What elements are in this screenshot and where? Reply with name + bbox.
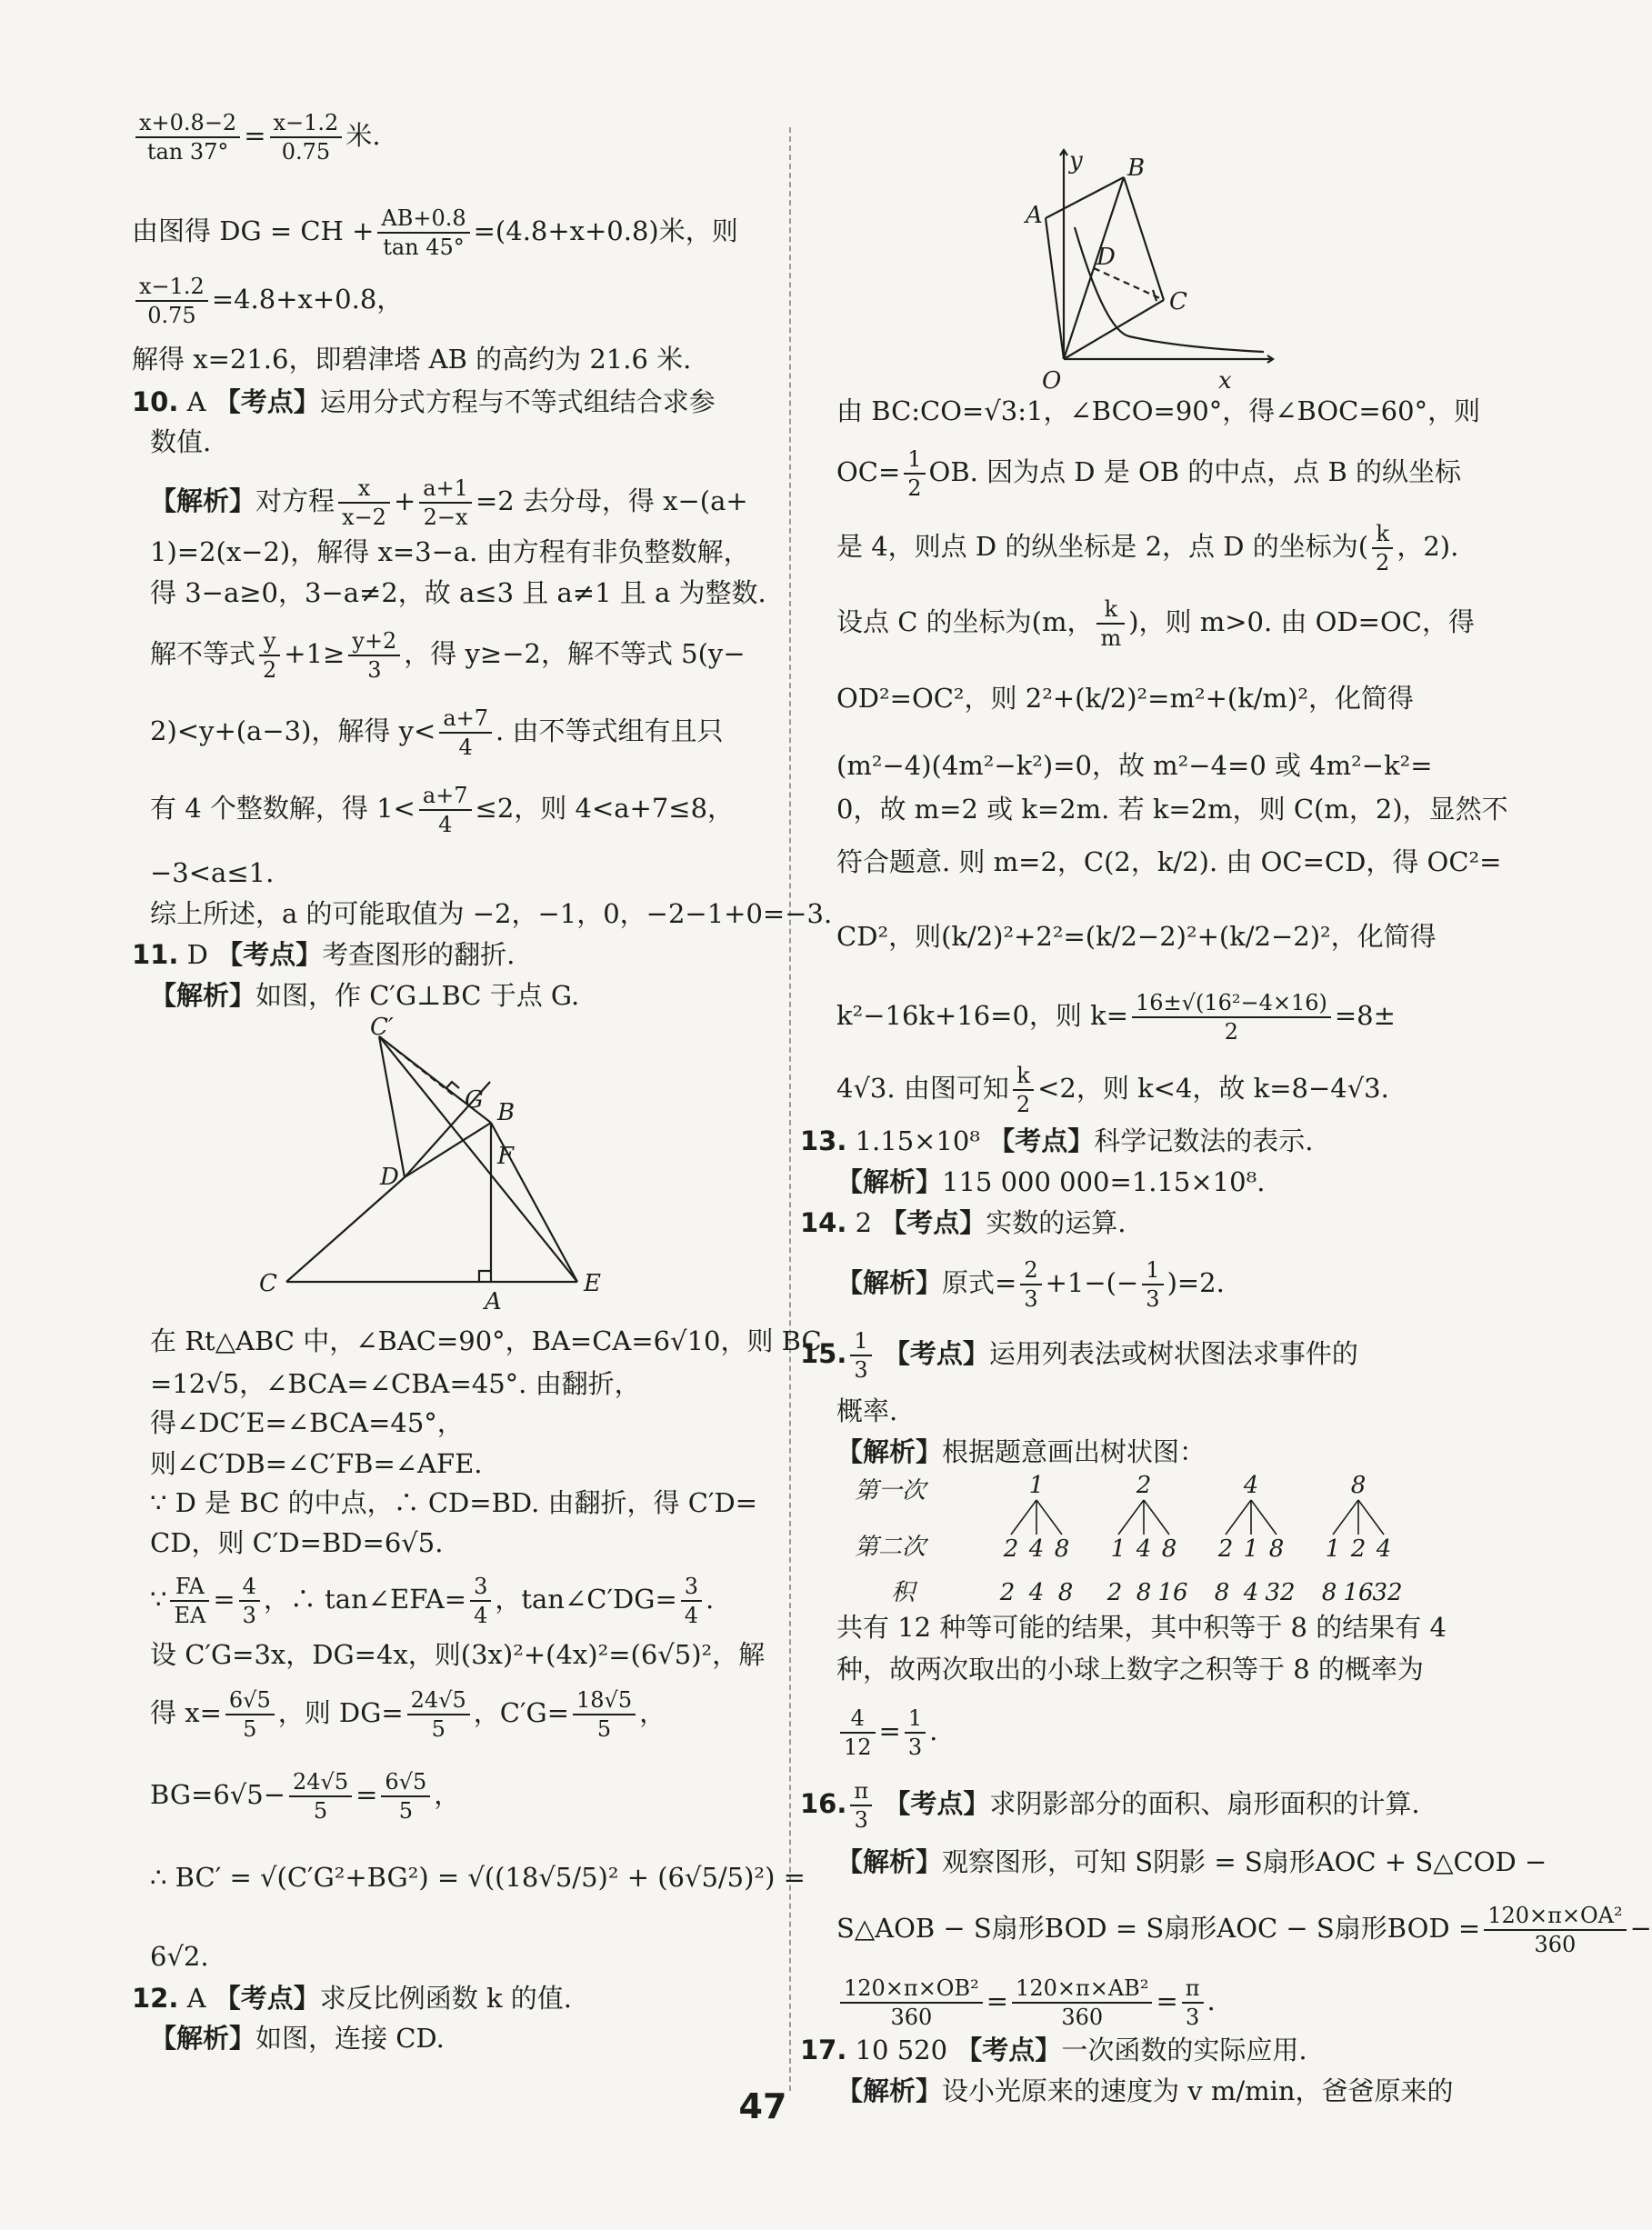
text-line: 设 C′G=3x，DG=4x，则(3x)²+(4x)²=(6√5)²，解: [150, 1639, 766, 1670]
tree-second-node: 4: [1028, 1535, 1045, 1563]
tree-second-node: 2: [1217, 1535, 1234, 1563]
formula-line: $\frac{x-1.2}{0.75}$ =4.8+x+0.8，: [132, 273, 403, 329]
text-line: 数值.: [150, 426, 212, 457]
question-11-header: 11. D 【考点】考查图形的翻折.: [132, 939, 516, 970]
tree-product: 8: [1136, 1579, 1152, 1606]
formula-line: 解不等式 $\frac{y}{2}$ +1≥ $\frac{y+2}{3}$ ，得 y≥−2，解不等式 5(y−: [150, 628, 746, 683]
tree-first-node: 4: [1243, 1472, 1259, 1499]
formula-line: 由图得 DG = CH + $\frac{AB+0.8}{\tan 45^\circ}$ =(4.8+x+0.8)米，则: [132, 205, 738, 260]
tree-product: 8: [1057, 1579, 1074, 1606]
question-15-header: 15. $\frac{1}{3}$ 【考点】运用列表法或树状图法求事件的: [800, 1328, 1358, 1383]
formula-line: OC= $\frac{1}{2}$ OB. 因为点 D 是 OB 的中点，点 B 的纵坐标: [836, 446, 1462, 501]
text-line: OD²=OC²，则 2²+(k/2)²=m²+(k/m)²，化简得: [836, 683, 1414, 714]
tree-second-node: 4: [1376, 1535, 1392, 1563]
label-A: A: [1026, 202, 1043, 229]
formula-line: $\frac{4}{12}$ = $\frac{1}{3}$ .: [836, 1705, 937, 1761]
tree-row-label: 积: [891, 1579, 916, 1606]
text-line: 【解析】如图，作 C′G⊥BC 于点 G.: [150, 980, 580, 1011]
tree-row-label: 第二次: [855, 1534, 926, 1561]
question-14-header: 14. 2 【考点】实数的运算.: [800, 1207, 1126, 1238]
text-line: CD，则 C′D=BD=6√5.: [150, 1527, 444, 1558]
label-x: x: [1218, 367, 1232, 395]
tree-second-node: 8: [1054, 1535, 1070, 1563]
text-line: 【解析】观察图形，可知 S阴影 = S扇形AOC + S△COD −: [836, 1846, 1547, 1877]
label-Cp: C′: [370, 1014, 394, 1041]
fold-triangle-figure: [259, 1014, 614, 1315]
tree-first-node: 1: [1028, 1472, 1045, 1499]
formula-line: BG=6√5− $\frac{24√5}{5}$ = $\frac{6√5}{5}$ ，: [150, 1769, 461, 1824]
formula-line: 设点 C 的坐标为(m， $\frac{k}{m}$ )，则 m>0. 由 OD=OC，得: [836, 596, 1475, 651]
formula-line: 2)<y+(a−3)，解得 y< $\frac{a+7}{4}$ . 由不等式组有且只: [150, 705, 724, 760]
tree-product: 32: [1372, 1579, 1403, 1606]
question-12-header: 12. A 【考点】求反比例函数 k 的值.: [132, 1983, 573, 2014]
text-line: 【解析】根据题意画出树状图：: [836, 1436, 1206, 1467]
label-A: A: [485, 1288, 502, 1315]
label-G: G: [465, 1086, 484, 1114]
text-line: 符合题意. 则 m=2，C(2，k/2). 由 OC=CD，得 OC²=: [836, 846, 1502, 877]
text-line: CD²，则(k/2)²+2²=(k/2−2)²+(k/2−2)²，化简得: [836, 921, 1437, 952]
text-line: 【解析】设小光原来的速度为 v m/min，爸爸原来的: [836, 2075, 1454, 2106]
text-line: 由 BC:CO=√3:1，∠BCO=90°，得∠BOC=60°，则: [836, 395, 1481, 426]
label-B: B: [1127, 155, 1146, 182]
tree-product: 16: [1343, 1579, 1374, 1606]
text-line: (m²−4)(4m²−k²)=0，故 m²−4=0 或 4m²−k²=: [836, 750, 1433, 781]
label-F: F: [497, 1143, 515, 1170]
question-16-header: 16. $\frac{\pi}{3}$ 【考点】求阴影部分的面积、扇形面积的计算.: [800, 1778, 1420, 1833]
tree-product: 8: [1321, 1579, 1337, 1606]
text-line: 解得 x=21.6，即碧津塔 AB 的高约为 21.6 米.: [132, 344, 692, 375]
tree-second-node: 2: [1350, 1535, 1367, 1563]
tree-second-node: 4: [1136, 1535, 1152, 1563]
tree-product: 32: [1265, 1579, 1296, 1606]
tree-second-node: 8: [1268, 1535, 1285, 1563]
inverse-function-figure: [1009, 141, 1282, 414]
text-line: 得 3−a≥0，3−a≠2，故 a≤3 且 a≠1 且 a 为整数.: [150, 577, 766, 608]
question-13-header: 13. 1.15×10⁸ 【考点】科学记数法的表示.: [800, 1125, 1314, 1156]
text-line: 【解析】115 000 000=1.15×10⁸.: [836, 1166, 1266, 1197]
label-C: C: [259, 1270, 277, 1297]
tree-product: 4: [1243, 1579, 1259, 1606]
label-C: C: [1169, 288, 1187, 315]
tree-second-node: 2: [1003, 1535, 1019, 1563]
formula-line: 【解析】原式= $\frac{2}{3}$ +1−(− $\frac{1}{3}$ )=2.: [836, 1257, 1225, 1312]
label-D: D: [1096, 244, 1116, 271]
tree-product: 2: [1106, 1579, 1123, 1606]
formula-line: 有 4 个整数解，得 1< $\frac{a+7}{4}$ ≤2，则 4<a+7≤8，: [150, 783, 735, 837]
text-line: 6√2.: [150, 1941, 209, 1972]
column-divider: [789, 127, 791, 2091]
tree-second-node: 1: [1243, 1535, 1259, 1563]
formula-line: 4√3. 由图可知 $\frac{k}{2}$ <2，则 k<4，故 k=8−4√3.: [836, 1063, 1389, 1117]
formula-line: $\frac{x+0.8-2}{\tan 37^\circ}$ = $\frac{x-1.2}{0.75}$ 米.: [132, 109, 381, 165]
formula-line: 【解析】对方程 $\frac{x}{x-2}$ + $\frac{a+1}{2-x}$ =2 去分母，得 x−(a+: [150, 475, 748, 530]
text-line: =12√5，∠BCA=∠CBA=45°. 由翻折，: [150, 1368, 641, 1399]
tree-diagram: [855, 1473, 1437, 1618]
text-line: 1)=2(x−2)，解得 x=3−a. 由方程有非负整数解，: [150, 536, 750, 567]
text-line: 共有 12 种等可能的结果，其中积等于 8 的结果有 4: [836, 1612, 1447, 1643]
page-number: 47: [738, 2086, 787, 2126]
tree-product: 16: [1157, 1579, 1188, 1606]
formula-line: S△AOB − S扇形BOD = S扇形AOC − S扇形BOD = $\frac{\text{120×π×OA²}}{360}$ −: [836, 1903, 1652, 1957]
label-y: y: [1069, 147, 1083, 175]
text-line: 则∠C′DB=∠C′FB=∠AFE.: [150, 1448, 483, 1479]
tree-first-node: 2: [1136, 1472, 1152, 1499]
text-line: −3<a≤1.: [150, 857, 275, 888]
formula-line: 是 4，则点 D 的纵坐标是 2，点 D 的坐标为( $\frac{k}{2}$ ，2).: [836, 521, 1459, 575]
question-10-header: 10. A 【考点】运用分式方程与不等式组结合求参: [132, 386, 716, 417]
text-line: 种，故两次取出的小球上数字之积等于 8 的概率为: [836, 1654, 1424, 1685]
text-line: 综上所述，a 的可能取值为 −2，−1，0，−2−1+0=−3.: [150, 898, 833, 929]
text-line: 0，故 m=2 或 k=2m. 若 k=2m，则 C(m，2)，显然不: [836, 794, 1508, 825]
tree-second-node: 8: [1161, 1535, 1177, 1563]
text-line: 【解析】如图，连接 CD.: [150, 2023, 445, 2054]
formula-line: $\frac{\text{120×π×OB²}}{360}$ = $\frac{\text{120×π×AB²}}{360}$ = $\frac{\pi}{3}$ .: [836, 1975, 1216, 2031]
label-B: B: [497, 1099, 516, 1126]
text-line: ∴ BC′ = √(C′G²+BG²) = √((18√5/5)² + (6√5/5)²) =: [150, 1862, 806, 1893]
tree-row-label: 第一次: [855, 1477, 926, 1505]
tree-second-node: 1: [1325, 1535, 1341, 1563]
label-O: O: [1042, 367, 1062, 395]
formula-line: 得 x= $\frac{6√5}{5}$ ，则 DG= $\frac{24√5}{5}$ ，C′G= $\frac{18√5}{5}$ ，: [150, 1687, 666, 1742]
text-line: ∵ D 是 BC 的中点，∴ CD=BD. 由翻折，得 C′D=: [150, 1487, 758, 1518]
text-line: 得∠DC′E=∠BCA=45°，: [150, 1407, 464, 1438]
tree-second-node: 1: [1110, 1535, 1126, 1563]
text-line: 在 Rt△ABC 中，∠BAC=90°，BA=CA=6√10，则 BC: [150, 1325, 822, 1356]
formula-line: k²−16k+16=0，则 k= $\frac{\text{16±√(16²−4×16)}}{2}$ =8±: [836, 990, 1396, 1045]
label-D: D: [380, 1164, 399, 1191]
tree-product: 2: [999, 1579, 1016, 1606]
text-line: 概率.: [836, 1395, 898, 1426]
formula-line: ∵ $\frac{FA}{EA}$ = $\frac{4}{3}$ ，∴ tan∠EFA= $\frac{3}{4}$ ，tan∠C′DG= $\frac{3}{4}$ .: [150, 1574, 715, 1628]
tree-product: 8: [1214, 1579, 1230, 1606]
question-17-header: 17. 10 520 【考点】一次函数的实际应用.: [800, 2035, 1307, 2065]
tree-first-node: 8: [1350, 1472, 1367, 1499]
label-E: E: [584, 1270, 601, 1297]
tree-product: 4: [1028, 1579, 1045, 1606]
